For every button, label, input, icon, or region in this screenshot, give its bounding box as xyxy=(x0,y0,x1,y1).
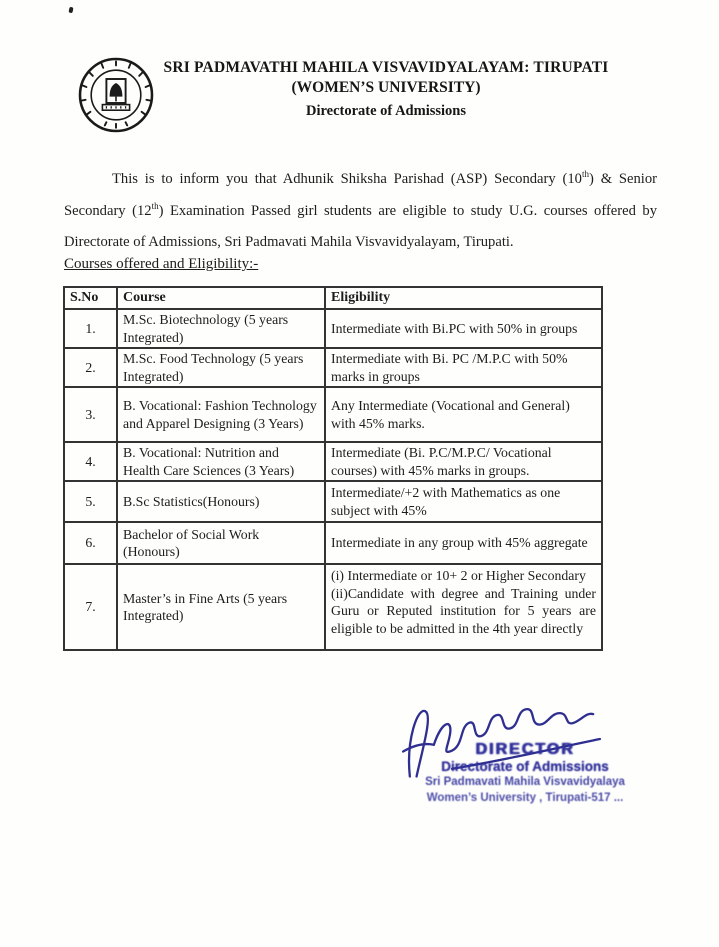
table-row xyxy=(64,387,602,442)
row-sno: 1. xyxy=(64,309,117,348)
row-eligibility: Intermediate/+2 with Mathematics as one subject with 45% xyxy=(325,481,602,522)
stamp-role: DIRECTOR xyxy=(475,741,575,758)
stamp-office: Directorate of Admissions xyxy=(441,759,609,774)
table-row xyxy=(64,442,602,481)
row-course: M.Sc. Biotechnology (5 years Integrated) xyxy=(117,309,325,348)
table-row xyxy=(64,564,602,650)
section-heading: Courses offered and Eligibility:- xyxy=(64,256,259,272)
table-row xyxy=(64,348,602,387)
table-header-row xyxy=(64,287,602,309)
table-row xyxy=(64,309,602,348)
eligibility-clause-i: (i) Intermediate or 10+ 2 or Higher Secondary xyxy=(331,568,586,583)
eligibility-clause-ii: (ii)Candidate with degree and Training under Guru or Reputed institution for 5 years are eligible to be admitted in the 4th year directly xyxy=(331,585,596,636)
table-row xyxy=(64,522,602,564)
intro-text-2: ) & Senior Secondary (12 xyxy=(64,171,657,219)
ordinal-sup-10th: th xyxy=(581,169,589,180)
row-course: B. Vocational: Nutrition and Health Care Sciences (3 Years) xyxy=(117,442,325,481)
row-eligibility: Intermediate in any group with 45% aggregate xyxy=(325,522,602,564)
col-header-course: Course xyxy=(117,287,325,309)
university-subtitle: (WOMEN’S UNIVERSITY) xyxy=(291,79,481,96)
office-stamp xyxy=(392,742,658,806)
intro-text-1: This is to inform you that Adhunik Shiksha Parishad (ASP) Secondary (10 xyxy=(112,171,582,187)
row-sno: 3. xyxy=(64,387,117,442)
row-eligibility xyxy=(325,564,602,650)
university-seal-icon xyxy=(76,55,156,135)
row-course: M.Sc. Food Technology (5 years Integrated) xyxy=(117,348,325,387)
row-course: B.Sc Statistics(Honours) xyxy=(117,481,325,522)
table-row xyxy=(64,481,602,522)
row-eligibility: Intermediate with Bi.PC with 50% in groups xyxy=(325,309,602,348)
col-header-sno: S.No xyxy=(64,287,117,309)
letterhead xyxy=(150,58,622,121)
intro-paragraph xyxy=(64,164,657,259)
intro-text-3: ) Examination Passed girl students are eligible to study U.G. courses offered by Directorate of Admissions, Sri Padmavati Mahila Visvavidyalayam, Tirupati. xyxy=(64,202,658,250)
scan-artifact-mark xyxy=(68,7,73,14)
row-eligibility: Intermediate (Bi. P.C/M.P.C/ Vocational courses) with 45% marks in groups. xyxy=(325,442,602,481)
row-eligibility: Intermediate with Bi. PC /M.P.C with 50% marks in groups xyxy=(325,348,602,387)
stamp-institution: Sri Padmavati Mahila Visvavidyalaya xyxy=(425,776,625,788)
department-name: Directorate of Admissions xyxy=(305,103,467,119)
row-sno: 5. xyxy=(64,481,117,522)
row-sno: 4. xyxy=(64,442,117,481)
ordinal-sup-12th: th xyxy=(151,200,159,211)
row-sno: 6. xyxy=(64,522,117,564)
university-name: SRI PADMAVATHI MAHILA VISVAVIDYALAYAM: TIRUPATI xyxy=(163,59,609,76)
row-sno: 7. xyxy=(64,564,117,650)
row-course: Master’s in Fine Arts (5 years Integrated) xyxy=(117,564,325,650)
stamp-location: Women’s University , Tirupati-517 ... xyxy=(426,792,624,804)
row-course: B. Vocational: Fashion Technology and Apparel Designing (3 Years) xyxy=(117,387,325,442)
row-eligibility: Any Intermediate (Vocational and General) with 45% marks. xyxy=(325,387,602,442)
row-sno: 2. xyxy=(64,348,117,387)
col-header-eligibility: Eligibility xyxy=(325,287,602,309)
row-course: Bachelor of Social Work (Honours) xyxy=(117,522,325,564)
courses-eligibility-table xyxy=(63,286,603,651)
